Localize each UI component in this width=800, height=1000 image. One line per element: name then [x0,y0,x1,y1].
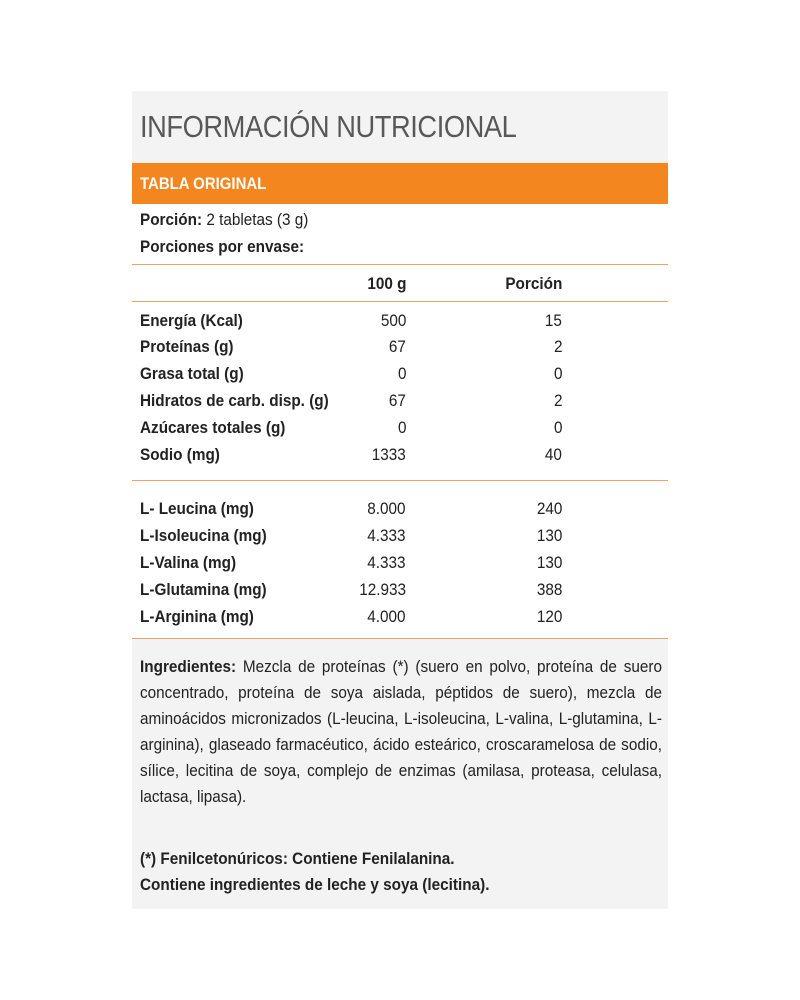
amino-acid-per100: 12.933 [359,580,406,599]
ingredients-text: Mezcla de proteínas (*) (suero en polvo, proteína de suero concentrado, proteína de soya aislada, péptidos de suero), mezcla de aminoácidos micronizados (L-leucina, L-isoleucina, L-valina, L-glutamina, L-arginina), glaseado farmacéutico, ácido esteárico, croscaramelosa de sodio, sílice, lecitina de soya, complejo de enzimas (amilasa, proteasa, celulasa, lactasa, lipasa). [140,657,662,806]
column-headers [132,274,668,300]
column-header-portion: Porción [505,274,562,293]
table-row [132,445,668,471]
amino-acid-name: L-Valina (mg) [140,553,237,572]
table-label: TABLA ORIGINAL [140,174,267,193]
nutrient-per100: 0 [397,418,406,437]
nutrition-table [132,204,668,639]
nutrition-card [132,91,668,909]
table-row [132,580,668,606]
nutrient-portion: 0 [553,364,562,383]
ingredients-label: Ingredientes: [140,657,237,676]
nutrient-portion: 15 [544,311,562,330]
nutrient-per100: 500 [380,311,406,330]
amino-acid-portion: 388 [536,580,562,599]
amino-acid-portion: 130 [536,526,562,545]
page-title: INFORMACIÓN NUTRICIONAL [140,109,517,144]
amino-acid-portion: 240 [536,499,562,518]
nutrient-portion: 2 [553,391,562,410]
divider [132,638,668,639]
divider [132,264,668,265]
amino-acid-per100: 4.333 [367,526,406,545]
serving-value: 2 tabletas (3 g) [206,210,309,229]
table-row [132,607,668,633]
table-row [132,553,668,579]
nutrient-per100: 67 [388,337,406,356]
servings-per-container-label: Porciones por envase: [140,237,305,256]
amino-acid-portion: 120 [536,607,562,626]
phenylketonuric-warning: (*) Fenilcetonúricos: Contiene Fenilalanina. [140,849,455,868]
nutrient-per100: 0 [397,364,406,383]
allergen-notes [140,846,489,898]
table-row [132,418,668,444]
divider [132,301,668,302]
ingredients-paragraph [140,654,662,810]
serving-line [140,210,308,230]
nutrient-name: Energía (Kcal) [140,311,243,330]
table-row [132,311,668,337]
table-header-bar [132,163,668,204]
nutrient-name: Hidratos de carb. disp. (g) [140,391,329,410]
divider [132,480,668,481]
table-row [132,337,668,363]
amino-acid-name: L-Isoleucina (mg) [140,526,267,545]
column-header-100g: 100 g [366,274,406,293]
nutrient-name: Proteínas (g) [140,337,234,356]
nutrient-per100: 67 [388,391,406,410]
amino-acid-per100: 8.000 [367,499,406,518]
table-row [132,499,668,525]
amino-acid-name: L-Arginina (mg) [140,607,254,626]
serving-label: Porción: [140,210,203,229]
amino-acid-name: L- Leucina (mg) [140,499,254,518]
nutrient-portion: 0 [553,418,562,437]
nutrient-portion: 2 [553,337,562,356]
nutrient-name: Sodio (mg) [140,445,220,464]
amino-acid-per100: 4.333 [367,553,406,572]
amino-acid-name: L-Glutamina (mg) [140,580,267,599]
table-row [132,526,668,552]
amino-acid-portion: 130 [536,553,562,572]
amino-acid-per100: 4.000 [367,607,406,626]
nutrient-name: Azúcares totales (g) [140,418,286,437]
milk-soy-warning: Contiene ingredientes de leche y soya (lecitina). [140,875,490,894]
nutrient-name: Grasa total (g) [140,364,244,383]
nutrient-portion: 40 [544,445,562,464]
table-row [132,364,668,390]
table-row [132,391,668,417]
nutrient-per100: 1333 [371,445,406,464]
